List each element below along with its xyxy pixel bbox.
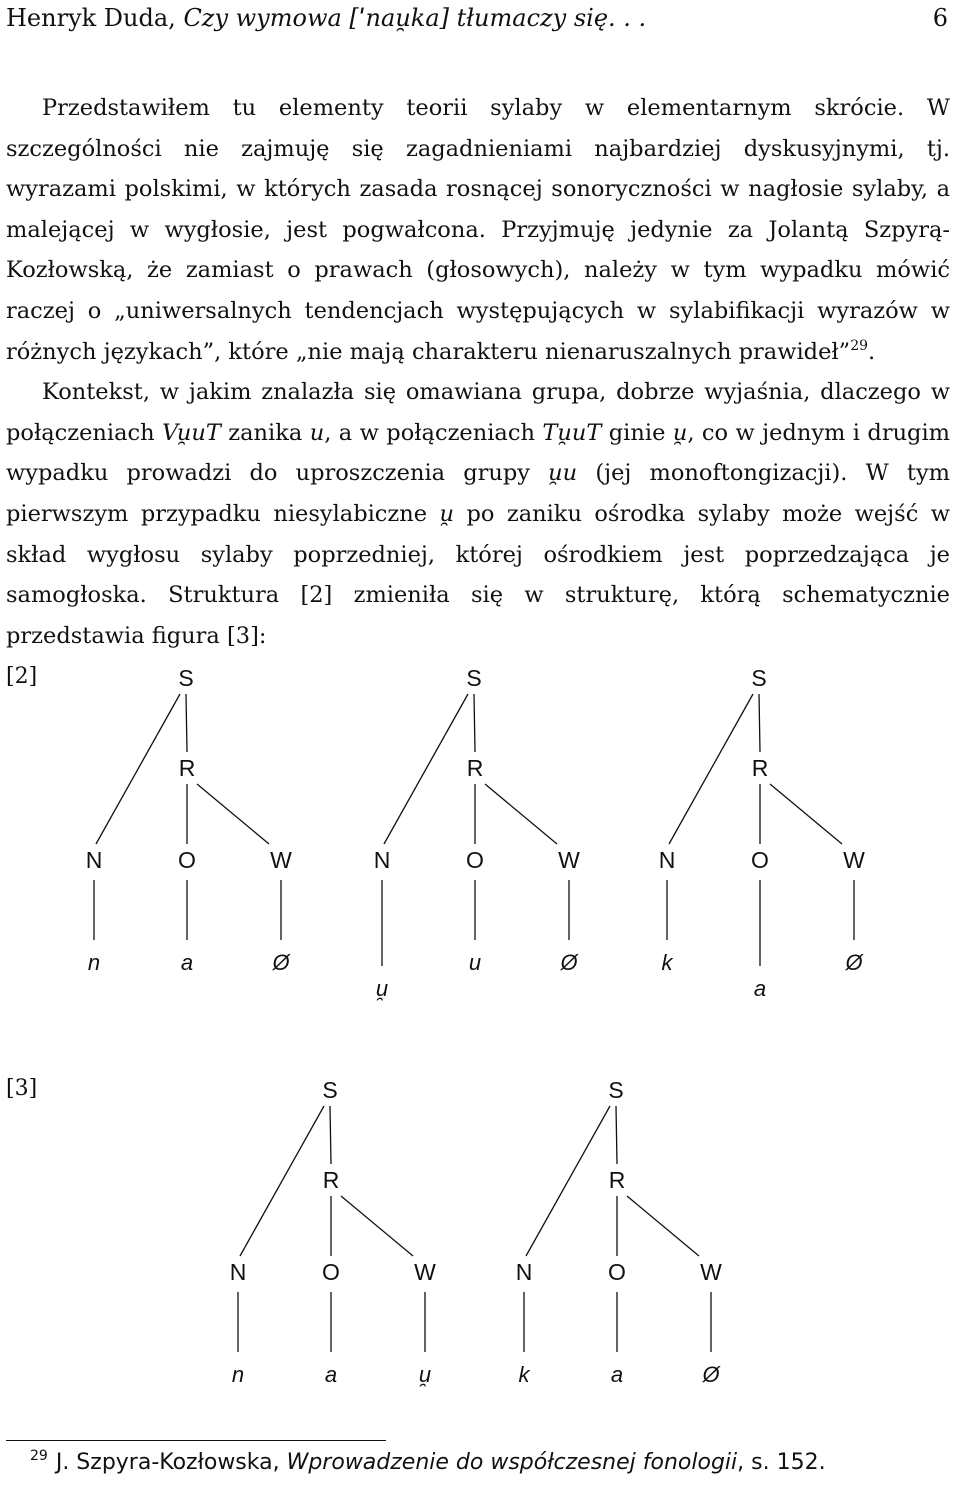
- paragraph-2: [6, 372, 950, 656]
- edge-r-w: [197, 784, 269, 844]
- edge-r-w: [627, 1196, 699, 1256]
- node-syllable: S: [466, 665, 482, 691]
- edge-s-r: [759, 694, 760, 752]
- leaf-nucleus: a: [324, 1362, 338, 1387]
- node-rhyme: R: [608, 1167, 626, 1193]
- edge-r-w: [341, 1196, 413, 1256]
- figure-3-diagram: [0, 1062, 960, 1432]
- leaf-coda: u̯: [418, 1362, 432, 1387]
- running-header: [6, 4, 948, 40]
- text-run: , co w jednym i drugim wypadku prowadzi do uproszczenia grupy: [6, 419, 950, 487]
- edge-s-n: [96, 694, 180, 844]
- footnote: [6, 1448, 946, 1475]
- node-rhyme: R: [322, 1167, 340, 1193]
- footnote-number: 29: [30, 1448, 48, 1464]
- node-rhyme: R: [466, 755, 484, 781]
- edge-r-w: [770, 784, 842, 844]
- text-run: po zaniku ośrodka sylaby może wejść w skład wygłosu sylaby poprzedniej, której ośrodkiem jest poprzedzająca je samogłoska. Struktura [2] zmieniła się w strukturę, którą schematycznie przedstawia figura [3]:: [6, 500, 950, 649]
- leaf-nucleus: a: [610, 1362, 624, 1387]
- footnote-rule: [6, 1440, 386, 1441]
- text-run: , a w połączeniach: [324, 419, 543, 446]
- node-nucleus: O: [322, 1259, 340, 1285]
- text-run: Przedstawiłem tu elementy teorii sylaby w elementarnym skrócie. W szczególności nie zajmuję się zagadnieniami najbardziej dyskusyjnymi, tj. wyrazami polskimi, w których zasada rosnącej sonoryczności w nagłosie sylaby, a malejącej w wygłosie, jest pogwałcona. Przyjmuję jedynie za Jolantą Szpyrą-Kozłowską, że zamiast o prawach (głosowych), należy w tym wypadku mówić raczej o „uniwersalnych tendencjach występujących w sylabifikacji wyrazów w różnych językach”, które „nie mają charakteru nienaruszalnych prawideł”: [6, 95, 950, 365]
- text-run: ginie: [601, 419, 673, 446]
- italic-term: u: [309, 419, 325, 446]
- node-nucleus: O: [751, 847, 769, 873]
- leaf-onset: n: [87, 950, 101, 975]
- node-syllable: S: [322, 1077, 338, 1103]
- node-coda: W: [558, 847, 580, 873]
- node-onset: N: [515, 1259, 533, 1285]
- edge-s-r: [330, 1106, 331, 1164]
- text-run: .: [868, 338, 876, 365]
- footnote-title: Wprowadzenie do współczesnej fonologii: [286, 1450, 738, 1475]
- text-run: Kontekst, w jakim znalazła się omawiana grupa, dobrze wyjaśnia, dlaczego w połączeniach: [6, 379, 950, 446]
- main-text: [6, 88, 950, 656]
- edge-s-n: [669, 694, 753, 844]
- text-run: zanika: [220, 419, 310, 446]
- text-run: (jej monoftongizacji). W tym pierwszym przypadku niesylabiczne: [6, 460, 950, 527]
- figure-3: [0, 1062, 960, 1432]
- node-coda: W: [270, 847, 292, 873]
- leaf-nucleus: a: [753, 976, 767, 1001]
- footnote-text-after: , s. 152.: [737, 1450, 826, 1475]
- edge-s-n: [526, 1106, 610, 1256]
- edge-r-w: [485, 784, 557, 844]
- node-onset: N: [229, 1259, 247, 1285]
- node-onset: N: [85, 847, 103, 873]
- node-nucleus: O: [178, 847, 196, 873]
- node-coda: W: [414, 1259, 436, 1285]
- edge-s-n: [384, 694, 468, 844]
- node-nucleus: O: [466, 847, 484, 873]
- edge-s-n: [240, 1106, 324, 1256]
- italic-term: u̯u: [548, 460, 578, 487]
- leaf-coda: Ø: [702, 1362, 720, 1387]
- leaf-nucleus: u: [468, 950, 482, 975]
- node-syllable: S: [178, 665, 194, 691]
- page-number: 6: [932, 4, 948, 32]
- header-article-title: Czy wymowa [ˈnau̯ka] tłumaczy się. . .: [183, 4, 647, 32]
- node-coda: W: [843, 847, 865, 873]
- footnote-text-before: J. Szpyra-Kozłowska,: [55, 1450, 287, 1475]
- italic-term: Vu̯uT: [162, 419, 221, 446]
- italic-term: u̯: [672, 419, 688, 446]
- node-syllable: S: [608, 1077, 624, 1103]
- leaf-coda: Ø: [272, 950, 290, 975]
- edge-s-r: [186, 694, 187, 752]
- node-coda: W: [700, 1259, 722, 1285]
- leaf-onset: n: [231, 1362, 245, 1387]
- node-onset: N: [373, 847, 391, 873]
- header-title: [6, 4, 646, 32]
- figure-3-label: [3]: [6, 1076, 38, 1101]
- leaf-onset: k: [661, 950, 673, 975]
- edge-s-r: [616, 1106, 617, 1164]
- node-rhyme: R: [178, 755, 196, 781]
- edge-s-r: [474, 694, 475, 752]
- node-onset: N: [658, 847, 676, 873]
- figure-2-label: [2]: [6, 664, 38, 689]
- node-syllable: S: [751, 665, 767, 691]
- header-author: Henryk Duda,: [6, 4, 176, 32]
- italic-term: Tu̯uT: [542, 419, 602, 446]
- figure-2: [0, 650, 960, 1030]
- italic-term: u̯: [439, 500, 455, 527]
- leaf-nucleus: a: [180, 950, 194, 975]
- footnote-ref: 29: [850, 337, 869, 354]
- leaf-onset: k: [518, 1362, 530, 1387]
- paragraph-1: [6, 88, 950, 372]
- node-rhyme: R: [751, 755, 769, 781]
- node-nucleus: O: [608, 1259, 626, 1285]
- leaf-coda: Ø: [560, 950, 578, 975]
- leaf-onset: u̯: [375, 976, 389, 1001]
- leaf-coda: Ø: [845, 950, 863, 975]
- figure-2-diagram: [0, 650, 960, 1030]
